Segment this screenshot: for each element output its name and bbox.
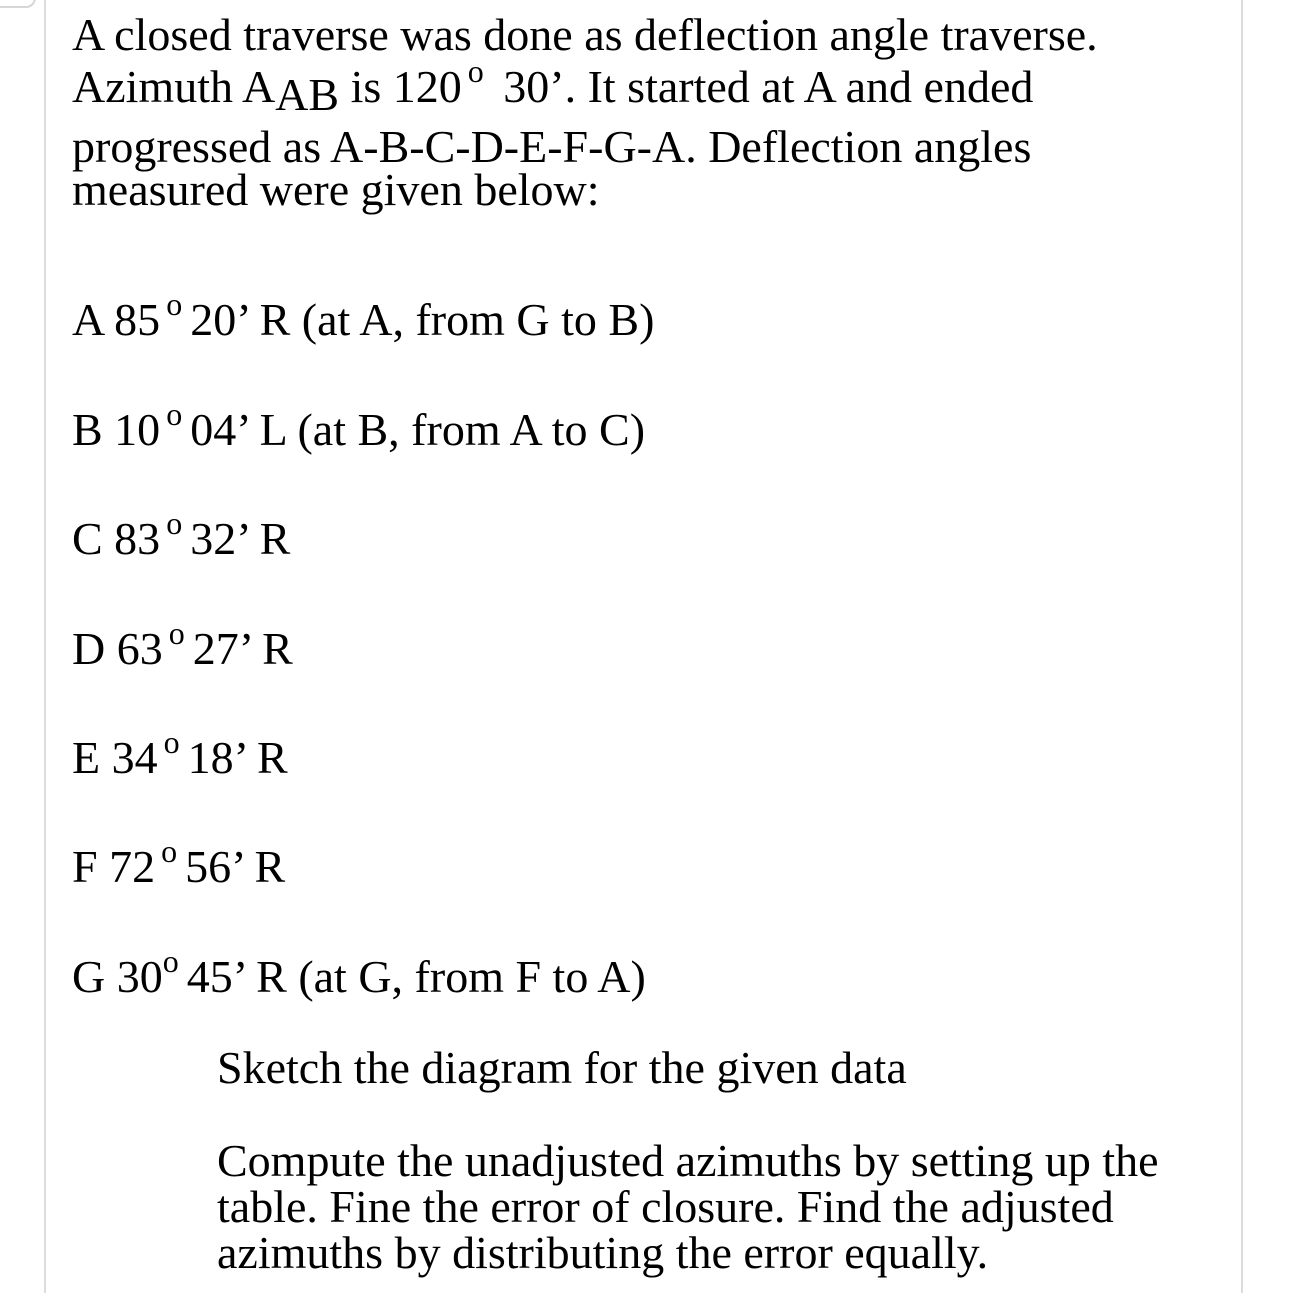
degree-symbol: o (166, 396, 183, 432)
problem-line-4: measured were given below: (72, 164, 600, 215)
degree-symbol: o (162, 943, 179, 979)
angle-minutes: 20’ R (at A, from G to B) (190, 294, 655, 345)
angle-value: G 30 (72, 951, 163, 1002)
deflection-angle-f (72, 833, 286, 892)
degree-symbol: o (166, 286, 183, 322)
corner-tab (0, 0, 36, 8)
angle-minutes: 32’ R (190, 513, 291, 564)
azimuth-subscript: AB (275, 69, 340, 120)
deflection-angle-a (72, 286, 655, 345)
angle-value: E 34 (72, 732, 158, 783)
task-compute (217, 1135, 1159, 1278)
angle-value: C 83 (72, 513, 161, 564)
deflection-angle-c (72, 505, 291, 564)
frame-left-border (44, 0, 46, 1293)
problem-line-1: A closed traverse was done as deflection angle traverse. (72, 9, 1098, 60)
task-1-text: Sketch the diagram for the given data (217, 1042, 907, 1093)
azimuth-label: Azimuth A (72, 61, 276, 112)
angle-value: B 10 (72, 404, 161, 455)
angle-minutes: 04’ L (at B, from A to C) (190, 404, 646, 455)
task-2-line-1: Compute the unadjusted azimuths by setting up the (217, 1135, 1159, 1186)
problem-statement (72, 10, 1232, 216)
frame-right-border (1241, 0, 1243, 1293)
angle-minutes: 27’ R (192, 623, 293, 674)
angle-value: A 85 (72, 294, 161, 345)
task-2-line-3: azimuths by distributing the error equally. (217, 1227, 989, 1278)
degree-symbol: o (467, 53, 484, 89)
angle-minutes: 45’ R (at G, from F to A) (186, 951, 646, 1002)
deflection-angle-g (72, 943, 646, 1002)
deflection-angle-e (72, 724, 288, 783)
angle-value: D 63 (72, 623, 163, 674)
angle-minutes: 18’ R (187, 732, 288, 783)
degree-symbol: o (163, 724, 180, 760)
angle-minutes: 56’ R (185, 841, 286, 892)
degree-symbol: o (166, 505, 183, 541)
degree-symbol: o (168, 615, 185, 651)
angle-value: F 72 (72, 841, 156, 892)
problem-line-2 (72, 53, 1232, 124)
problem-line-3: progressed as A-B-C-D-E-F-G-A. Deflection angles (72, 121, 1032, 172)
azimuth-value: is 120 (339, 61, 462, 112)
degree-symbol: o (161, 833, 178, 869)
deflection-angle-b (72, 396, 646, 455)
azimuth-minutes: 30’. It started at A and ended (491, 61, 1034, 112)
deflection-angle-d (72, 615, 293, 674)
task-sketch (217, 1042, 907, 1093)
task-2-line-2: table. Fine the error of closure. Find the adjusted (217, 1181, 1114, 1232)
